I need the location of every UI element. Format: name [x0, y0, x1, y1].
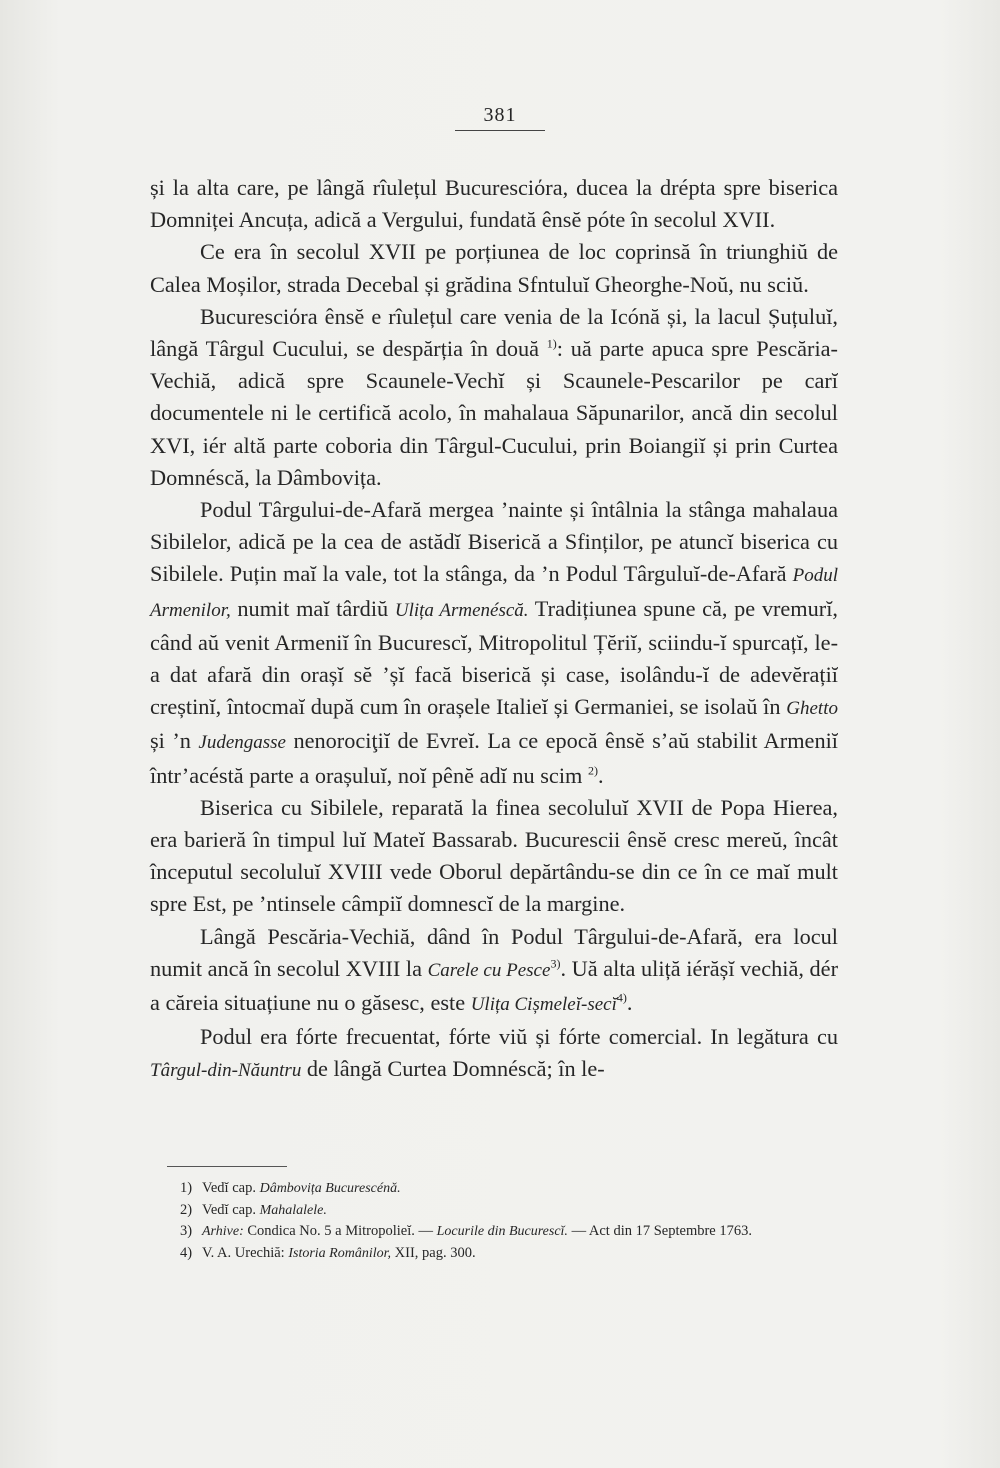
- text-run: Lângă Pescăria-Vechiă, dând în Podul Târgului-de-Afară, era locul numit ancă în secolul XVIII la: [150, 923, 838, 981]
- footnote: [150, 1221, 840, 1243]
- italic-text: Istoria Românilor,: [288, 1245, 392, 1261]
- paragraph: [150, 301, 838, 494]
- text-run: numit maĭ târdiŭ: [230, 595, 395, 621]
- text-run: Biserica cu Sibilele, reparată la finea secoluluĭ XVII de Popa Hierea, era barieră în timpul luĭ Mateĭ Bassarab. Bucurescii ênsĕ cresc mereŭ, încât începutul secoluluĭ XVIII vede Oborul depărtându-se din ce în ce maĭ mult spre Est, pe ’ntinsele câmpiĭ domnescĭ de la margine.: [150, 794, 838, 917]
- text-run: V. A. Urechiă:: [202, 1244, 289, 1261]
- text-run: — Act din 17 Septembre 1763.: [567, 1223, 752, 1239]
- text-run: : uă parte apuca spre Pescăria-Vechiă, adică spre Scaunele-Vechĭ și Scaunele-Pescarilor pe carĭ documentele ni le certifică acolo, în mahalaua Săpunarilor, ancă din secolul XVI, iér altă parte coboria din Târgul-Cucului, prin Boiangiĭ și prin Curtea Domnéscă, la Dâmbovița.: [150, 336, 838, 490]
- text-run: și la alta care, pe lângă rîulețul Bucuresciόra, ducea la drépta spre biserica Domniței Ancuța, adică a Vergului, fundată ênsĕ póte în secolul XVII.: [150, 175, 838, 233]
- footnote-reference: 3): [550, 956, 561, 971]
- footnote-number: 3): [180, 1223, 193, 1239]
- italic-text: Mahalalele.: [259, 1202, 327, 1218]
- italic-text: Dâmbovița Bucurescénă.: [259, 1181, 401, 1196]
- footnote: [150, 1243, 840, 1265]
- body-text: [150, 172, 838, 1088]
- italic-text: Judengasse: [198, 732, 286, 754]
- italic-text: Podul Armenilor,: [150, 565, 838, 621]
- italic-text: Ghetto: [786, 698, 838, 720]
- text-run: . Uă alta uliță iérășĭ vechiă, dér a căreia situațiune nu o găsesc, este: [150, 955, 838, 1016]
- footnote-separator: [167, 1166, 287, 1167]
- footnote: [150, 1200, 840, 1222]
- paragraph: [150, 792, 838, 921]
- text-run: .: [626, 990, 633, 1016]
- footnotes: [150, 1178, 840, 1264]
- text-run: Condica No. 5 a Mitropolieĭ. —: [243, 1223, 437, 1239]
- paragraph: [150, 494, 838, 792]
- italic-text: Ulița Cișmeleĭ-secĭ: [470, 994, 617, 1016]
- text-run: Vedĭ cap.: [202, 1201, 260, 1218]
- footnote-number: 4): [180, 1244, 193, 1261]
- paragraph: [150, 172, 838, 236]
- text-run: Podul era fórte frecuentat, fórte viŭ și fórte comercial. In legătura cu: [200, 1024, 838, 1050]
- italic-text: Arhive:: [202, 1224, 244, 1239]
- italic-text: Ulița Armenéscă.: [394, 599, 529, 621]
- text-run: Ce era în secolul XVII pe porțiunea de loc coprinsă în triunghiŭ de Calea Moșilor, strada Decebal și grădina Sfntuluĭ Gheorghe-Noŭ, nu sciŭ.: [150, 239, 838, 297]
- text-run: Tradițiunea spune că, pe vremurĭ, când aŭ venit Armeniĭ în Bucurescĭ, Mitropolitul Țĕriĭ, sciindu-ĭ spurcațĭ, le-a dat afară din orașĭ sĕ ’șĭ facă biserică și case, isolându-ĭ de adevĕrațiĭ creștinĭ, întocmaĭ după cum în orașele Italieĭ și Germaniei, se isolaŭ în: [150, 595, 838, 720]
- footnote: [150, 1178, 840, 1200]
- footnote-reference: 2): [587, 763, 598, 778]
- text-run: de lângă Curtea Domnéscă; în le-: [301, 1056, 605, 1082]
- text-run: Vedĭ cap.: [202, 1180, 260, 1196]
- paragraph: [150, 1021, 838, 1087]
- text-run: nenorociţiĭ de Evreĭ. La ce epocă ênsĕ s’aŭ stabilit Armeniĭ într’acéstă parte a orașuluĭ, noĭ pênĕ adĭ nu scim: [150, 728, 838, 788]
- footnote-reference: 4): [616, 990, 627, 1005]
- page-number-underline: [455, 130, 545, 131]
- text-run: .: [597, 762, 604, 788]
- text-run: Podul Târgului-de-Afară mergea ’nainte și întâlnia la stânga mahalaua Sibilelor, adică pe la cea de astădĭ Biserică a Sfinților, pe atuncĭ biserica cu Sibilele. Puțin maĭ la vale, tot la stânga, da ’n Podul Târguluĭ-de-Afară: [150, 497, 838, 587]
- footnote-number: 1): [180, 1180, 193, 1196]
- text-run: Bucuresciόra ênsĕ e rîulețul care venia de la Icónă și, la lacul Șuțuluĭ, lângă Târgul Cucului, se despărția în două: [150, 303, 838, 362]
- page-number: 381: [483, 104, 517, 126]
- italic-text: Târgul-din-Năuntru: [150, 1060, 302, 1082]
- paragraph: [150, 236, 838, 300]
- text-run: și ’n: [150, 728, 199, 754]
- text-run: XII, pag. 300.: [391, 1244, 476, 1261]
- footnote-number: 2): [180, 1201, 193, 1218]
- italic-text: Carele cu Pesce: [427, 959, 551, 981]
- italic-text: Locurile din Bucurescĭ.: [436, 1224, 568, 1239]
- paragraph: [150, 921, 838, 1022]
- footnote-reference: 1): [546, 336, 557, 351]
